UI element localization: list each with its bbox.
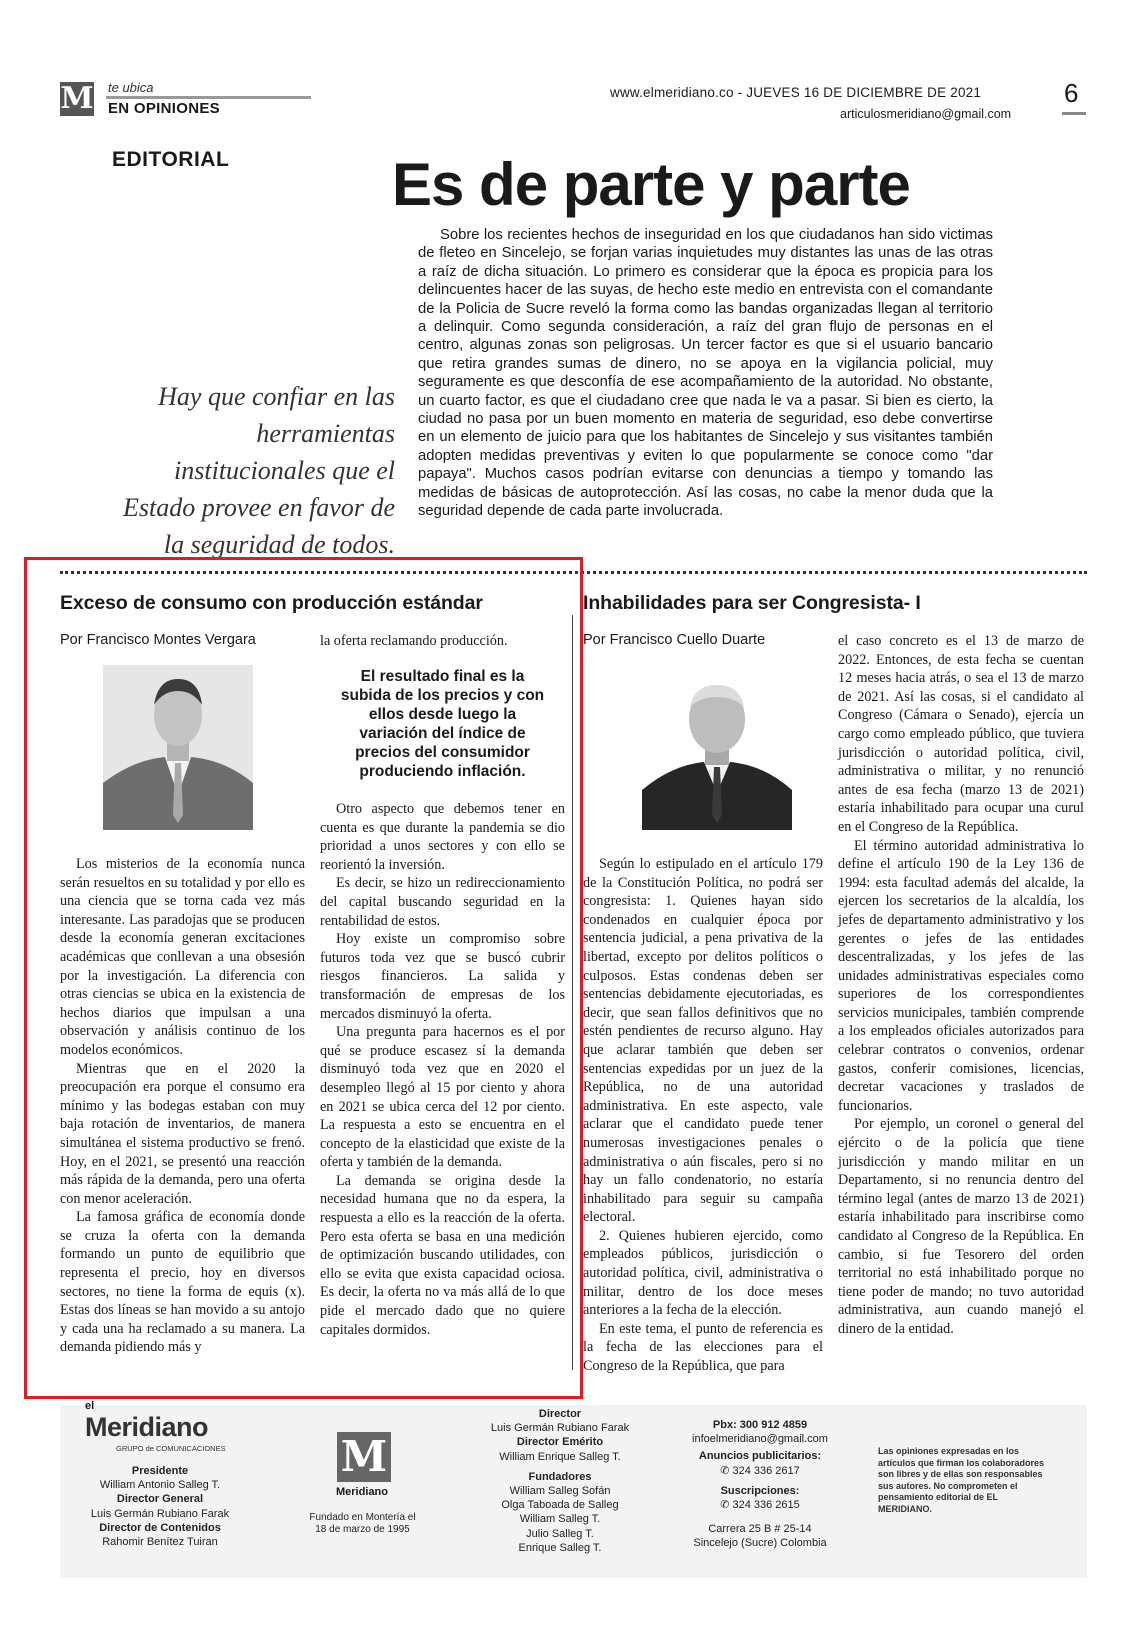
article-column-1	[583, 855, 823, 1376]
article-column-2	[838, 632, 1084, 1339]
label: Director General	[116, 1493, 204, 1506]
label: Director Emérito	[516, 1436, 604, 1449]
whatsapp-icon: ✆	[720, 1499, 730, 1512]
footer-disclaimer: Las opiniones expresadas en los artículos que firman los colaboradores son libres y de ellas son responsables sus autores. No comprometen el pensamiento editorial de EL MERIDIANO.	[878, 1446, 1045, 1514]
editorial-pullquote: Hay que confiar en las herramientas institucionales que el Estado provee en favor de la seguridad de todos.	[123, 382, 395, 558]
paragraph: Los misterios de la economía nunca serán resueltos en su totalidad y por ello es una ciencia que se torna cada vez más interesante. Las paradojas que se producen desde la economía generan excitaciones académicas que conllevan a una obsesión por la investigación. La diferencia con otras ciencias se ubica en la existencia de hechos diarios que impulsan a una observación y análisis continuo de los modelos económicos.	[60, 856, 305, 1058]
site-and-date: www.elmeridiano.co - JUEVES 16 DE DICIEMBRE DE 2021	[610, 85, 982, 100]
highlight-box	[24, 557, 583, 1399]
label: Director	[538, 1408, 582, 1420]
paragraph: Es decir, se hizo un redireccionamiento del capital buscando seguridad en la rentabilidad de estos.	[320, 875, 565, 929]
article-title: Inhabilidades para ser Congresista- I	[583, 592, 921, 614]
label: Suscripciones:	[720, 1484, 800, 1497]
value: William Salleg Sofán	[509, 1485, 611, 1498]
value: William Antonio Salleg T.	[99, 1479, 221, 1492]
footer-logo-prefix: el	[85, 1400, 95, 1412]
value: infoelmeridiano@gmail.com	[692, 1433, 828, 1446]
paragraph: Según lo estipulado en el artículo 179 de la Constitución Política, no podrá ser congresista: 1. Quienes hayan sido condenados en cualquier época por sentencia judicial, a pena privativa de la libertad, excepto por delitos políticos o culposos. Estas condenas deben ser sentencias debidamente ejecutoriadas, es decir, que sean fallos definitivos que no estén pendientes de recurso alguno. Hay que aclarar también que deben ser sentencias expedidas por un juez de la República, no de una autoridad administrativa. En este aspecto, vale aclarar que el candidato puede tener numerosas investigaciones penales o administrativa o aún fiscales, pero si no hay un fallo condenatorio, no estaría inhabilitado para seguir su campaña electoral.	[583, 856, 823, 1226]
paragraph: Mientras que en el 2020 la preocupación era porque el consumo era mínimo y las bodegas estaban con muy baja rotación de inventarios, de manera simultánea el sistema productivo se frenó. Hoy, en el 2021, se presentó una reacción más rápida de la demanda, pero una oferta con menor aceleración.	[60, 1060, 305, 1207]
label: Anuncios publicitarios:	[698, 1450, 822, 1463]
editorial-label: EDITORIAL	[112, 148, 230, 171]
value: Sincelejo (Sucre) Colombia	[693, 1537, 827, 1550]
value: Julio Salleg T.	[526, 1527, 594, 1540]
article-byline: Por Francisco Cuello Duarte	[583, 632, 766, 648]
paragraph: Otro aspecto que debemos tener en cuenta es que durante la pandemia se dio prioridad a unos sectores y con ello se reorientó la inversión.	[320, 801, 565, 873]
value: Carrera 25 B # 25-14	[708, 1523, 812, 1536]
footer-directors	[480, 1407, 640, 1555]
portrait-icon	[642, 665, 792, 830]
label: Presidente	[131, 1465, 189, 1477]
footer-contact	[675, 1418, 845, 1551]
value: Enrique Salleg T.	[518, 1541, 602, 1554]
author-photo	[642, 665, 792, 830]
editorial-paragraph: Sobre los recientes hechos de inseguridad en los que ciudadanos han sido victimas de fleteo en Sincelejo, se forjan varias inquietudes muy distantes las unas de las otras a raíz de dicha situación. Lo primero es considerar que la época es propicia para los delincuentes hacer de las suyas, de hecho este medio en entrevista con el comandante de la Policia de Sucre reveló la forma como las bandas organizadas llegan al territorio a delinquir. Como segunda consideración, a raíz del gran flujo de personas en el centro, algunas zonas son peligrosas. Un tercer factor es que si el usuario bancario que retira grandes sumas de dinero, no se apoya en la vigilancia policial, muy seguramente es que desconfía de ese acompañamiento de la autoridad. No obstante, un cuarto factor, es que el ciudadano cree que nada le va a pasar. Si bien es cierto, la ciudad no pasa por un buen momento en materia de seguridad, eso debe convertirse en un elemento de juicio para que los habitantes de Sincelejo y sus visitantes también adopten medidas preventivas y eviten lo que popularmente se conoce como "dar papaya". Muchos casos podrían evitarse con denuncias a tiempo y tomando las medidas de básicas de autoprotección. Así las cosas, no cabe la menor duda que la seguridad depende de cada parte involucrada.	[418, 227, 993, 520]
whatsapp-icon: ✆	[720, 1464, 730, 1477]
value: 324 336 2615	[732, 1499, 800, 1512]
footer-logo-group: GRUPO de COMUNICACIONES	[116, 1444, 226, 1453]
header-tagline: te ubica	[108, 80, 154, 95]
value: William Salleg T.	[519, 1513, 601, 1526]
label: Pbx: 300 912 4859	[712, 1419, 808, 1431]
value: Luis Germán Rubiano Farak	[490, 1422, 630, 1435]
value: William Enrique Salleg T.	[499, 1450, 621, 1463]
footer-logo: Meridiano	[85, 1412, 209, 1442]
value: Rahomir Benítez Tuiran	[102, 1536, 218, 1549]
footer-center-logo-icon: M	[337, 1432, 391, 1482]
paragraph: Por ejemplo, un coronel o general del ejército o de la policía que tiene jurisdicción y mando militar en un Departamento, si no renuncia dentro del término legal (antes de marzo 13 de 2021) estaría inhabilitado para inscribirse como candidato al Congreso de la República. En cambio, si fue Tesorero del orden territorial no está inhabilitado porque no tiene poder de mando; no tuvo autoridad administrativa, aun cuando manejó el dinero de la entidad.	[838, 1116, 1084, 1337]
value: Luis Germán Rubiano Farak	[90, 1507, 230, 1520]
section-name: EN OPINIONES	[108, 100, 220, 117]
paragraph: El término autoridad administrativa lo define el artículo 190 de la Ley 136 de 1994: esta facultad además del alcalde, la ejercen los secretarios de la alcaldía, los jefes de departamento administrativo y los gerentes o jefes de las entidades descentralizadas, y los jefes de las unidades administrativas especiales como superiores de los correspondientes servicios municipales, también comprende a los empleados oficiales autorizados para celebrar contratos o convenios, ordenar gastos, conferir comisiones, licencias, decretar vacaciones y traslados de funcionarios.	[838, 837, 1084, 1114]
footer-center-logo-name: Meridiano	[336, 1486, 388, 1498]
paragraph: el caso concreto es el 13 de marzo de 2022. Entonces, de esta fecha se cuentan 12 meses hacia atrás, o sea el 13 de marzo de 2021. Así las cosas, si el candidato al Congreso (Cámara o Senado), ejercía un cargo como empleado público, que tuviera jurisdicción o autoridad política, civil, administrativa o militar, y no renunció antes de esa fecha (marzo 13 de 2021) estaría inhabilitado para ocupar una curul en el Congreso de la República.	[838, 633, 1084, 835]
label: Fundadores	[528, 1470, 592, 1483]
article-byline: Por Francisco Montes Vergara	[60, 632, 256, 648]
newspaper-logo-icon: M	[60, 81, 94, 116]
paragraph: la oferta reclamando producción.	[320, 633, 508, 649]
page-number: 6	[1064, 78, 1079, 108]
paragraph: Hoy existe un compromiso sobre futuros toda vez que se buscó cubrir riesgos financieros. La salida y transformación de empresas de los mercados disminuyó la oferta.	[320, 931, 565, 1022]
editorial-body	[418, 226, 993, 521]
article-pull-quote: El resultado final es la subida de los precios y con ellos desde luego la variación del índice de precios del consumidor produciendo inflación.	[340, 668, 545, 780]
paragraph: Una pregunta para hacernos es el por qué se produce escasez sí la demanda disminuyó toda vez que en 2020 el desempleo llegó al 15 por ciento y ahora en 2021 se ubica cerca del 12 por ciento. La respuesta a esto se encuentra en el concepto de la elasticidad que existe de la oferta y también de la demanda.	[320, 1024, 565, 1171]
paragraph: 2. Quienes hubieren ejercido, como empleados públicos, jurisdicción o autoridad política, civil, administrativa o militar, dentro de los doce meses anteriores a la fecha de la elección.	[583, 1227, 823, 1319]
editorial-headline: Es de parte y parte	[392, 151, 910, 218]
header-rule	[106, 96, 311, 99]
article-title: Exceso de consumo con producción estándar	[60, 592, 483, 614]
paragraph: En este tema, el punto de referencia es la fecha de las elecciones para el Congreso de la República, que para	[583, 1320, 823, 1375]
footer-founded: Fundado en Montería el 18 de marzo de 1995	[309, 1512, 416, 1535]
header-email: articulosmeridiano@gmail.com	[840, 107, 1012, 121]
paragraph: La demanda se origina desde la necesidad humana que no da espera, la respuesta a ello es la reacción de la oferta. Pero esta oferta se basa en una medición de optimización buscando utilidades, con ello se evita que exista capacidad ociosa. Es decir, la oferta no va más allá de lo que pide el mercado dado que no quiere capitales dormidos.	[320, 1172, 565, 1338]
value: 324 336 2617	[732, 1464, 800, 1477]
paragraph: La famosa gráfica de economía donde se cruza la oferta con la demanda formando un punto de equilibrio que representa el precio, hoy en diversos sectores, no tiene la forma de equis (x). Estas dos líneas se han movido a su antojo y cada una ha reclamado a su manera. La demanda pidiendo más y	[60, 1209, 305, 1356]
label: Director de Contenidos	[99, 1521, 221, 1534]
footer-staff-left	[80, 1464, 240, 1549]
value: Olga Taboada de Salleg	[501, 1499, 619, 1512]
page-number-rule	[1062, 112, 1086, 115]
